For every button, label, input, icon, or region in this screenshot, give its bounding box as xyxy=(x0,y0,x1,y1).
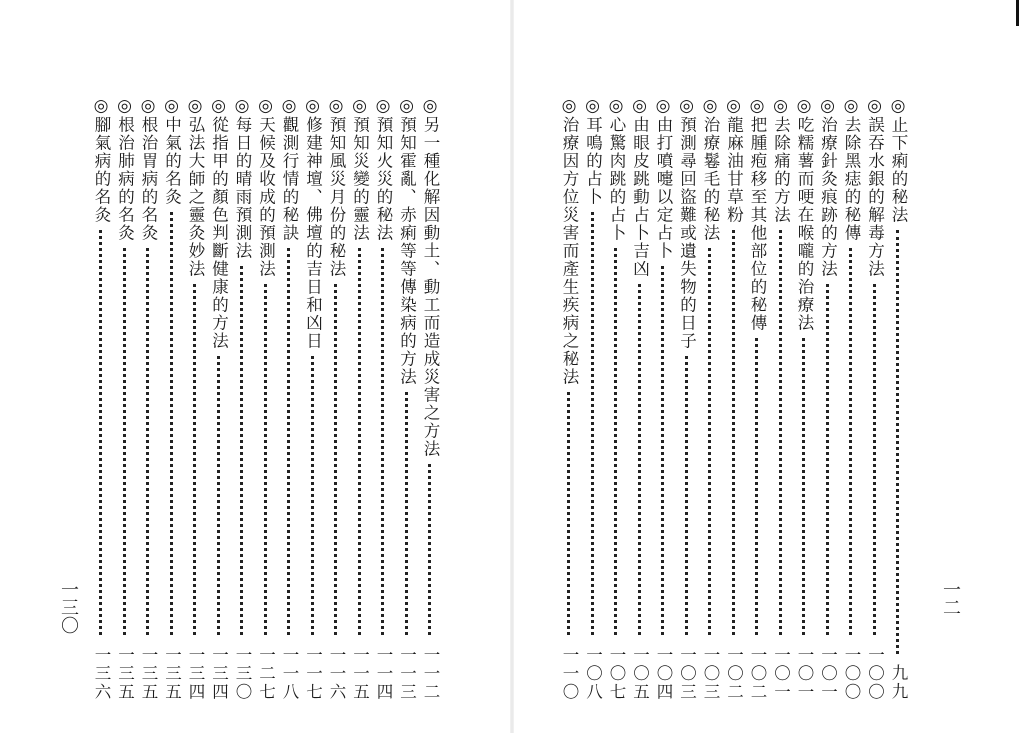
toc-entry-title: 中氣的名灸 xyxy=(162,116,182,206)
toc-entry[interactable] xyxy=(207,96,231,701)
dot-leader xyxy=(264,284,267,635)
toc-entry-page-number: 一三五 xyxy=(162,645,182,701)
toc-entry-title: 去除黑痣的秘傳 xyxy=(842,116,861,242)
toc-entry[interactable] xyxy=(301,96,325,701)
dot-leader xyxy=(193,284,196,635)
toc-entry-page-number: 一一七 xyxy=(303,645,323,701)
toc-entry-title: 每日的晴雨預測法 xyxy=(233,116,252,260)
bullet-circle-icon: ◎ xyxy=(187,96,203,116)
toc-entry-page-number: 一三六 xyxy=(92,645,111,701)
toc-entry-title: 預知火災的秘法 xyxy=(374,116,393,242)
dot-leader xyxy=(217,356,220,635)
toc-entry[interactable] xyxy=(792,96,816,701)
toc-entry[interactable] xyxy=(160,96,184,701)
dot-leader xyxy=(287,248,290,635)
toc-entry-title: 根治胃病的名灸 xyxy=(139,116,158,242)
toc-entry-page-number: 一一五 xyxy=(350,645,370,701)
toc-entry-title: 弘法大師之靈灸妙法 xyxy=(186,116,205,278)
toc-entry[interactable] xyxy=(839,96,863,701)
toc-entry[interactable] xyxy=(277,96,301,701)
toc-entry[interactable] xyxy=(557,96,581,701)
toc-entry-page-number: 一〇一 xyxy=(771,645,791,701)
dot-leader xyxy=(732,230,735,635)
dot-leader xyxy=(873,284,876,635)
bullet-circle-icon: ◎ xyxy=(843,96,859,116)
bullet-circle-icon: ◎ xyxy=(211,96,226,116)
toc-entry[interactable] xyxy=(816,96,840,701)
toc-entry-title: 由眼皮跳動占卜吉凶 xyxy=(630,116,650,278)
toc-entry[interactable] xyxy=(89,96,113,701)
toc-entry[interactable] xyxy=(348,96,372,701)
toc-entry-title: 誤吞水銀的解毒方法 xyxy=(865,116,885,278)
toc-entry[interactable] xyxy=(628,96,652,701)
toc-entry[interactable] xyxy=(371,96,395,701)
toc-entry-page-number: 九九 xyxy=(889,664,908,701)
dot-leader xyxy=(779,230,782,635)
dot-leader xyxy=(99,230,102,635)
toc-entry-page-number: 一三〇 xyxy=(233,645,252,701)
toc-entry[interactable] xyxy=(722,96,746,701)
toc-entry-page-number: 一〇三 xyxy=(701,645,720,701)
dot-leader xyxy=(685,356,688,635)
bullet-circle-icon: ◎ xyxy=(679,96,694,116)
toc-entry-title: 由打噴嚏以定占卜 xyxy=(654,116,673,260)
bullet-circle-icon: ◎ xyxy=(749,96,765,116)
toc-entry-title: 吃糯薯而哽在喉嚨的治療法 xyxy=(795,116,814,332)
toc-entry-title: 另一種化解因動土、動工而造成災害之方法 xyxy=(421,116,440,458)
toc-entry-title: 預知災變的靈法 xyxy=(350,116,370,242)
dot-leader xyxy=(614,248,617,635)
toc-entry-page-number: 一〇五 xyxy=(630,645,650,701)
toc-entry-title: 觀測行情的秘訣 xyxy=(280,116,299,242)
toc-entry-title: 耳鳴的占卜 xyxy=(583,116,603,206)
dot-leader xyxy=(755,338,758,635)
toc-entry-page-number: 一一六 xyxy=(327,645,346,701)
dot-leader xyxy=(311,356,314,635)
toc-entry[interactable] xyxy=(324,96,348,701)
toc-entry-title: 預知霍亂、赤痢等等傳染病的方法 xyxy=(397,116,417,386)
bullet-circle-icon: ◎ xyxy=(561,96,577,116)
toc-entry-page-number: 一〇一 xyxy=(818,645,838,701)
toc-entry[interactable] xyxy=(745,96,769,701)
toc-entry[interactable] xyxy=(698,96,722,701)
toc-entry[interactable] xyxy=(581,96,605,701)
dot-leader xyxy=(405,392,408,635)
bullet-circle-icon: ◎ xyxy=(164,96,179,116)
toc-entry[interactable] xyxy=(254,96,278,701)
bullet-circle-icon: ◎ xyxy=(773,96,788,116)
bullet-circle-icon: ◎ xyxy=(608,96,624,116)
bullet-circle-icon: ◎ xyxy=(375,96,391,116)
toc-entry-page-number: 一〇〇 xyxy=(842,645,861,701)
dot-leader xyxy=(591,212,594,635)
dot-leader xyxy=(146,248,149,635)
dot-leader xyxy=(849,248,852,635)
dot-leader xyxy=(708,248,711,635)
toc-entry-title: 修建神壇、佛壇的吉日和凶日 xyxy=(303,116,323,350)
bullet-circle-icon: ◎ xyxy=(234,96,250,116)
toc-entry-title: 止下痢的秘法 xyxy=(889,116,908,224)
dot-leader xyxy=(428,464,431,635)
dot-leader xyxy=(240,266,243,635)
bullet-circle-icon: ◎ xyxy=(655,96,671,116)
bullet-circle-icon: ◎ xyxy=(352,96,367,116)
toc-entry-page-number: 一一二 xyxy=(421,645,440,701)
bullet-circle-icon: ◎ xyxy=(399,96,414,116)
toc-entry-page-number: 一一〇 xyxy=(560,645,579,701)
bullet-circle-icon: ◎ xyxy=(93,96,109,116)
toc-entry[interactable] xyxy=(863,96,887,701)
bullet-circle-icon: ◎ xyxy=(867,96,882,116)
dot-leader xyxy=(802,338,805,635)
bullet-circle-icon: ◎ xyxy=(702,96,718,116)
bullet-circle-icon: ◎ xyxy=(305,96,320,116)
toc-entry-title: 心驚肉跳的占卜 xyxy=(607,116,626,242)
dot-leader xyxy=(661,266,664,635)
dot-leader xyxy=(638,284,641,635)
toc-entry-page-number: 一〇二 xyxy=(724,645,744,701)
dot-leader xyxy=(567,392,570,635)
toc-entry[interactable] xyxy=(675,96,699,701)
dot-leader xyxy=(381,248,384,635)
toc-entry-title: 從指甲的顏色判斷健康的方法 xyxy=(209,116,229,350)
toc-entry[interactable] xyxy=(113,96,137,701)
toc-entry[interactable] xyxy=(136,96,160,701)
dot-leader xyxy=(170,212,173,635)
toc-entry-page-number: 一〇〇 xyxy=(865,645,885,701)
toc-entry[interactable] xyxy=(395,96,419,701)
toc-entry[interactable] xyxy=(604,96,628,701)
bullet-circle-icon: ◎ xyxy=(281,96,297,116)
toc-entry[interactable] xyxy=(230,96,254,701)
bullet-circle-icon: ◎ xyxy=(117,96,132,116)
toc-entry-page-number: 一三五 xyxy=(139,645,158,701)
toc-entry-page-number: 一〇三 xyxy=(677,645,697,701)
bullet-circle-icon: ◎ xyxy=(328,96,344,116)
dot-leader xyxy=(334,284,337,635)
dot-leader xyxy=(896,230,899,654)
toc-entry-title: 治療鬈毛的秘法 xyxy=(701,116,720,242)
right-page xyxy=(512,0,1024,733)
toc-entry-page-number: 一〇一 xyxy=(795,645,814,701)
toc-entry-title: 預知風災月份的秘法 xyxy=(327,116,346,278)
toc-entry-title: 根治肺病的名灸 xyxy=(115,116,135,242)
toc-entry-title: 去除痛的方法 xyxy=(771,116,791,224)
toc-entry-page-number: 一〇四 xyxy=(654,645,673,701)
left-page-folio: 一三〇 xyxy=(58,580,79,634)
toc-entry[interactable] xyxy=(769,96,793,701)
toc-entry-page-number: 一一八 xyxy=(280,645,299,701)
toc-entry-page-number: 一三五 xyxy=(115,645,135,701)
toc-entry[interactable] xyxy=(183,96,207,701)
toc-entry-title: 治療因方位災害而產生疾病之秘法 xyxy=(560,116,579,386)
bullet-circle-icon: ◎ xyxy=(585,96,600,116)
toc-entry-page-number: 一〇七 xyxy=(607,645,626,701)
toc-entry-title: 預測尋回盜難或遺失物的日子 xyxy=(677,116,697,350)
bullet-circle-icon: ◎ xyxy=(422,96,438,116)
scan-edge-mark xyxy=(1016,0,1019,26)
toc-entry-page-number: 一一四 xyxy=(374,645,393,701)
right-page-folio: 一二 xyxy=(940,580,961,616)
toc-entry-title: 天候及收成的預測法 xyxy=(256,116,276,278)
toc-entry-title: 腳氣病的名灸 xyxy=(92,116,111,224)
dot-leader xyxy=(826,284,829,635)
toc-entry[interactable] xyxy=(418,96,442,701)
toc-entry[interactable] xyxy=(651,96,675,701)
toc-entry-page-number: 一三四 xyxy=(186,645,205,701)
toc-entry-title: 治療針灸痕跡的方法 xyxy=(818,116,838,278)
dot-leader xyxy=(358,248,361,635)
toc-entry-page-number: 一二七 xyxy=(256,645,276,701)
toc-entry-page-number: 一〇八 xyxy=(583,645,603,701)
bullet-circle-icon: ◎ xyxy=(632,96,647,116)
bullet-circle-icon: ◎ xyxy=(796,96,812,116)
dot-leader xyxy=(123,248,126,635)
toc-entry-title: 龍麻油甘草粉 xyxy=(724,116,744,224)
bullet-circle-icon: ◎ xyxy=(258,96,273,116)
toc-entry[interactable] xyxy=(886,96,910,701)
bullet-circle-icon: ◎ xyxy=(820,96,835,116)
toc-entry-page-number: 一〇二 xyxy=(748,645,767,701)
bullet-circle-icon: ◎ xyxy=(890,96,906,116)
toc-entry-page-number: 一三四 xyxy=(209,645,229,701)
bullet-circle-icon: ◎ xyxy=(140,96,156,116)
bullet-circle-icon: ◎ xyxy=(726,96,741,116)
toc-entry-page-number: 一一三 xyxy=(397,645,417,701)
toc-entry-title: 把腫疱移至其他部位的秘傳 xyxy=(748,116,767,332)
